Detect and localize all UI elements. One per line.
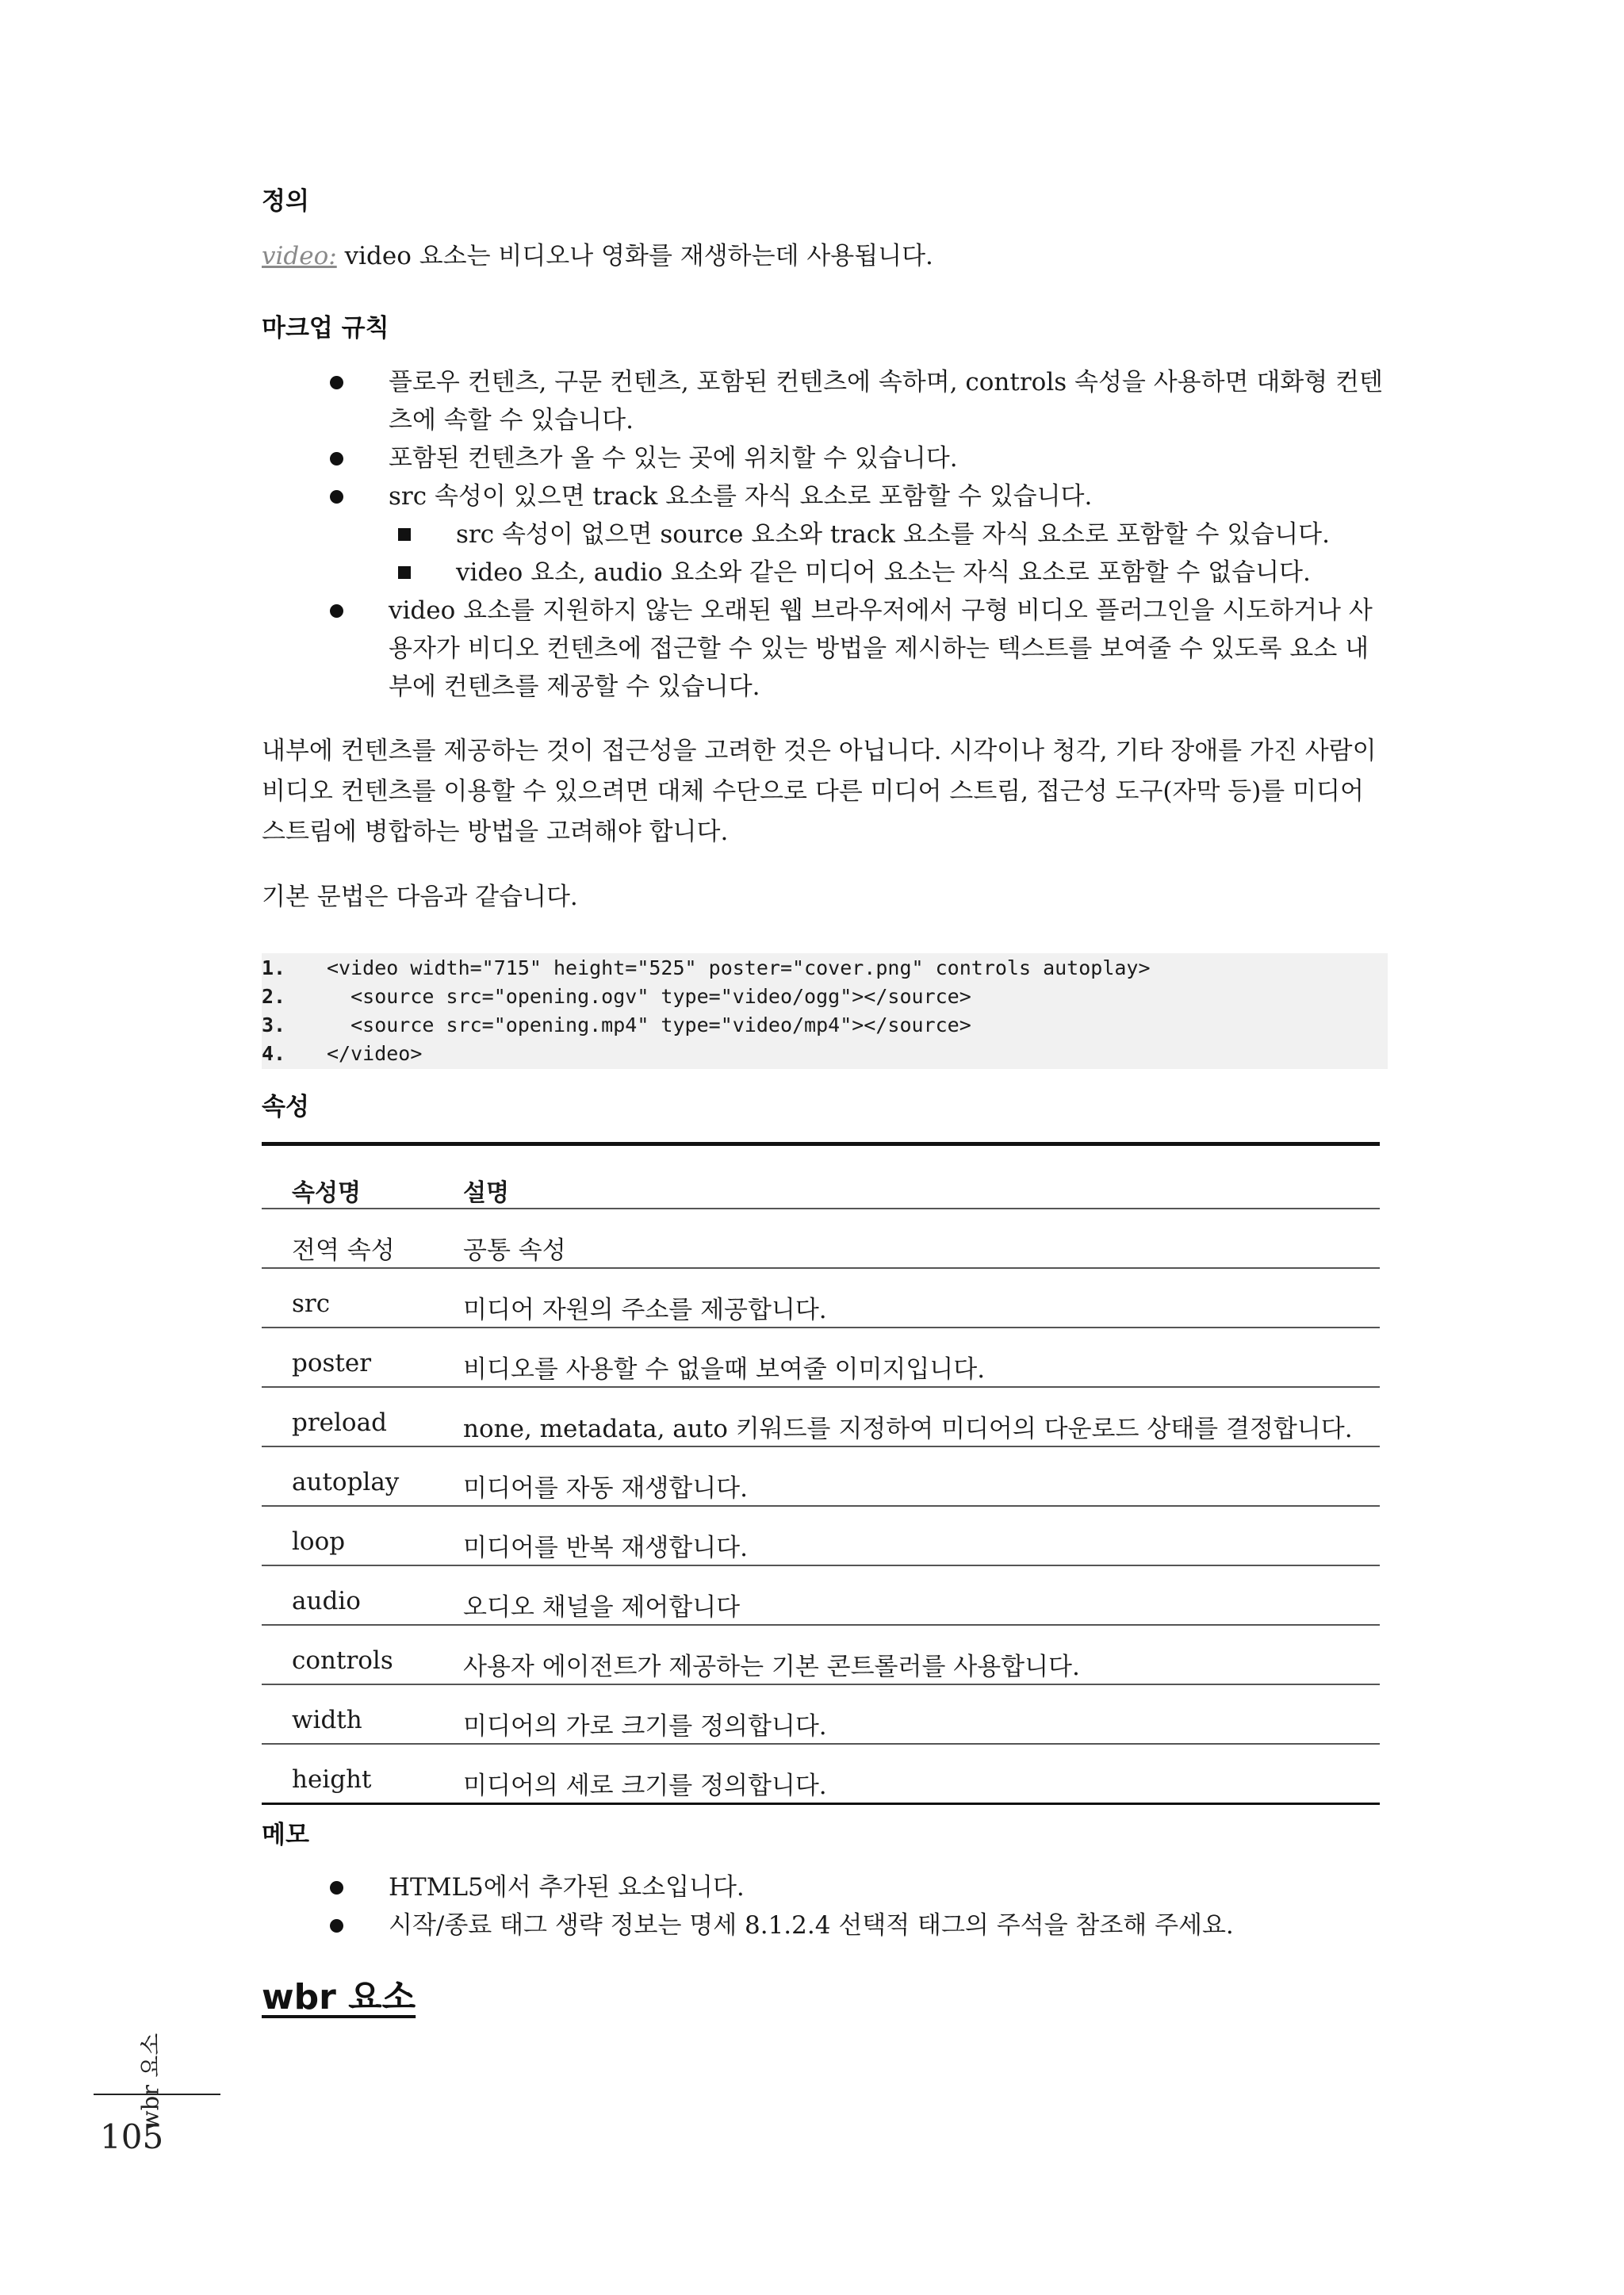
syntax-intro: 기본 문법은 다음과 같습니다. — [262, 883, 578, 911]
table-row: height 미디어의 세로 크기를 정의합니다. — [292, 1765, 827, 1800]
list-item: HTML5에서 추가된 요소입니다. — [262, 1868, 1388, 1906]
column-header-name: 속성명 — [292, 1179, 361, 1207]
bullet-icon — [330, 1919, 343, 1933]
column-header-desc: 설명 — [463, 1179, 509, 1207]
bullet-icon — [330, 376, 343, 389]
table-row: loop 미디어를 반복 재생합니다. — [262, 1507, 1380, 1566]
next-section-title: wbr 요소 — [262, 1977, 416, 2017]
list-item: video 요소를 지원하지 않는 오래된 웹 브라우저에서 구형 비디오 플러그인을 시도하거나 사용자가 비디오 컨텐츠에 접근할 수 있는 방법을 제시하는 텍스트를 보여줄 수 있도록 요소 내부에 컨텐츠를 제공할 수 있습니다. — [262, 592, 1388, 706]
square-bullet-icon — [398, 566, 411, 579]
memo-list — [262, 1868, 1388, 1944]
definition-text: video 요소는 비디오나 영화를 재생하는데 사용됩니다. — [336, 242, 933, 270]
page-number: 105 — [100, 2117, 164, 2156]
list-item: video 요소, audio 요소와 같은 미디어 요소는 자식 요소로 포함할 수 없습니다. — [262, 554, 1388, 592]
attributes-table — [262, 1142, 1380, 1805]
accessibility-paragraph: 내부에 컨텐츠를 제공하는 것이 접근성을 고려한 것은 아닙니다. 시각이나 청각, 기타 장애를 가진 사람이 비디오 컨텐츠를 이용할 수 있으려면 대체 수단으로 다른 미디어 스트림, 접근성 도구(자막 등)를 미디어 스트림에 병합하는 방법을 고려해야 합니다. — [262, 737, 1377, 846]
side-section-label: wbr 요소 — [136, 2033, 164, 2131]
side-rule-divider — [94, 2094, 220, 2095]
markup-rules-heading: 마크업 규칙 — [262, 314, 389, 343]
table-row: controls 사용자 에이전트가 제공하는 기본 콘트롤러를 사용합니다. — [262, 1626, 1380, 1685]
table-header-row — [262, 1146, 1380, 1209]
definition-paragraph — [262, 236, 1388, 277]
list-item: src 속성이 있으면 track 요소를 자식 요소로 포함할 수 있습니다. — [262, 477, 1388, 515]
memo-heading: 메모 — [262, 1821, 309, 1849]
bullet-icon — [330, 604, 343, 618]
list-item: src 속성이 없으면 source 요소와 track 요소를 자식 요소로 포함할 수 있습니다. — [262, 515, 1388, 554]
table-row: 전역 속성 공통 속성 — [262, 1209, 1380, 1269]
bullet-icon — [330, 452, 343, 466]
table-row: src 미디어 자원의 주소를 제공합니다. — [262, 1269, 1380, 1328]
table-row: poster 비디오를 사용할 수 없을때 보여줄 이미지입니다. — [262, 1328, 1380, 1388]
bullet-icon — [330, 1881, 343, 1895]
bullet-icon — [330, 490, 343, 504]
list-item: 시작/종료 태그 생략 정보는 명세 8.1.2.4 선택적 태그의 주석을 참조해 주세요. — [262, 1906, 1388, 1944]
code-block: 1. <video width="715" height="525" poster="cover.png" controls autoplay> 2. <source src="opening.ogv" type="video/ogg"></source> 3. <source src="opening.mp4" type="video/mp4"></source> 4. </video> — [262, 953, 1388, 1069]
table-row: preload none, metadata, auto 키워드를 지정하여 미디어의 다운로드 상태를 결정합니다. — [262, 1388, 1380, 1447]
table-row: autoplay 미디어를 자동 재생합니다. — [262, 1447, 1380, 1507]
table-row: width 미디어의 가로 크기를 정의합니다. — [262, 1685, 1380, 1745]
attributes-heading: 속성 — [262, 1093, 309, 1121]
table-row: audio 오디오 채널을 제어합니다 — [262, 1566, 1380, 1626]
definition-heading: 정의 — [262, 187, 309, 216]
list-item: 플로우 컨텐츠, 구문 컨텐츠, 포함된 컨텐츠에 속하며, controls 속성을 사용하면 대화형 컨텐츠에 속할 수 있습니다. — [262, 363, 1388, 439]
square-bullet-icon — [398, 528, 411, 541]
definition-link[interactable]: video: — [262, 242, 337, 270]
list-item: 포함된 컨텐츠가 올 수 있는 곳에 위치할 수 있습니다. — [262, 439, 1388, 477]
markup-rules-list — [262, 363, 1388, 706]
